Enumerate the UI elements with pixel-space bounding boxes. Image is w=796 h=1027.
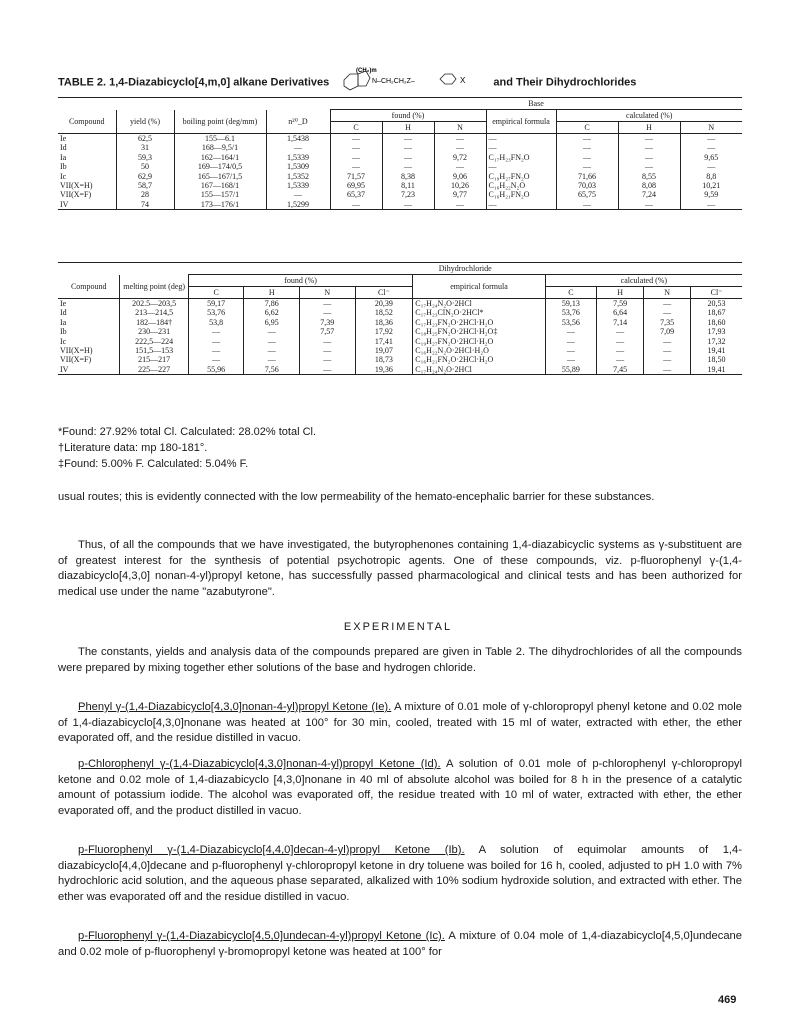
table-cell: 8,8 xyxy=(680,172,742,181)
table-cell: 8,55 xyxy=(618,172,680,181)
table-cell: C₁₆H₂₁FN₂O xyxy=(486,190,556,199)
table-cell: — xyxy=(556,153,618,162)
table-cell: 65,75 xyxy=(556,190,618,199)
table-cell: 17,32 xyxy=(691,337,742,346)
table-cell: 53,8 xyxy=(188,318,244,327)
table-cell: C₁₇H₂₃ClN₂O·2HCl* xyxy=(413,308,546,317)
section-heading: EXPERIMENTAL xyxy=(343,621,453,633)
table-cell: 62,9 xyxy=(116,172,174,181)
table-cell: 162—164/1 xyxy=(174,153,266,162)
table-row xyxy=(58,299,742,309)
table-row xyxy=(58,200,742,210)
table-cell: 7,59 xyxy=(597,299,644,309)
paragraph-2: Thus, of all the compounds that we have investigated, the butyrophenones containing 1,4-diazabicyclic systems as γ-substituent are of greatest interest for the synthesis of potential psychotropic agents. One of these compounds, viz. p-fluorophenyl γ-(1,4-diazabicyclo[4,3,0] nonan-4-yl)propyl ketone, has successfully passed pharmacological and clinical tests and has been authorized for medical use under the name "azabutyrone". xyxy=(58,539,742,598)
table-cell: — xyxy=(644,346,691,355)
table-cell: — xyxy=(330,162,382,171)
dihydrochloride-table xyxy=(58,262,742,375)
table-cell: 7,24 xyxy=(618,190,680,199)
col-calculated: calculated (%) xyxy=(556,110,742,122)
table-cell: 1,5438 xyxy=(266,134,330,144)
table-cell: 222,5—224 xyxy=(120,337,188,346)
table-cell: 169—174/0,5 xyxy=(174,162,266,171)
col-boiling-point: boiling point (deg/mm) xyxy=(174,110,266,134)
table-cell: 215—217 xyxy=(120,355,188,364)
table-cell: 7,14 xyxy=(597,318,644,327)
table-row xyxy=(58,337,742,346)
table-cell: — xyxy=(680,134,742,144)
table-cell: — xyxy=(188,327,244,336)
paragraph-3: The constants, yields and analysis data of the compounds prepared are given in Table 2. The dihydrochlorides of all the compounds were prepared by mixing together ether solutions of the base and hydrogen chloride. xyxy=(58,646,742,674)
table-cell: Ib xyxy=(60,162,67,172)
table-cell: VII(X=H) xyxy=(60,181,93,191)
table-cell: Ie xyxy=(60,134,67,143)
caption-prefix: TABLE 2. 1,4-Diazabicyclo[4,m,0] alkane Derivatives xyxy=(58,76,330,89)
table-cell: — xyxy=(266,143,330,152)
table-cell: — xyxy=(597,346,644,355)
table-cell: — xyxy=(556,162,618,171)
col-compound: Compound xyxy=(68,116,105,126)
table-cell: C₁₇H₂₄N₂O·2HCl xyxy=(413,365,546,375)
table-cell: Ib xyxy=(60,327,67,337)
table-cell: 173—176/1 xyxy=(174,200,266,210)
table-cell: — xyxy=(330,153,382,162)
table-cell: — xyxy=(680,200,742,210)
table-cell: 19,41 xyxy=(691,346,742,355)
table-cell: 151,5—153 xyxy=(120,346,188,355)
procedure-ib: A solution of equimolar amounts of 1,4-diazabicyclo[4,4,0]decane and p-fluorophenyl γ-chloropropyl ketone in dry toluene was boiled for 16 h, cooled, adjusted to pH 1.0 with 7% hydrochloric acid solution, and the aqueous phase separated, alkalized with 10% sodium hydroxide solution, and extracted with ether. The ether was evaporated off and the residue distilled in vacuo. xyxy=(58,844,742,903)
table-cell: — xyxy=(597,327,644,336)
table-cell: — xyxy=(300,365,356,375)
table-cell: — xyxy=(486,134,556,144)
table-cell: 9,77 xyxy=(434,190,486,199)
col-yield: yield (%) xyxy=(116,110,174,134)
table-cell: — xyxy=(597,337,644,346)
table-cell: — xyxy=(618,153,680,162)
table-cell: C₁₇H₂₄N₂O·2HCl xyxy=(413,299,546,309)
paragraph-ic xyxy=(58,929,742,960)
table-cell: 17,92 xyxy=(355,327,413,336)
table-cell: — xyxy=(188,346,244,355)
table-cell: 230—231 xyxy=(120,327,188,336)
table-cell: 9,72 xyxy=(434,153,486,162)
table-cell: — xyxy=(382,153,434,162)
sub-header: Cl⁻ xyxy=(691,287,742,299)
table-cell: Ie xyxy=(60,299,67,308)
table-cell: 167—168/1 xyxy=(174,181,266,190)
table-cell: — xyxy=(618,134,680,144)
table-cell: 9,06 xyxy=(434,172,486,181)
paragraph-ib xyxy=(58,843,742,905)
table-cell: 7,09 xyxy=(644,327,691,336)
table-cell: C₁₈H₂₅FN₂O·2HCl·H₂O‡ xyxy=(413,327,546,336)
table-cell: — xyxy=(486,200,556,210)
table-cell: — xyxy=(486,143,556,152)
table-cell: 50 xyxy=(116,162,174,171)
table-cell: 8,11 xyxy=(382,181,434,190)
table-cell: 7,39 xyxy=(300,318,356,327)
col-refractive-index: n²⁰_D xyxy=(266,110,330,134)
table-cell: — xyxy=(244,337,300,346)
table-cell: — xyxy=(545,346,596,355)
compound-title-ic: p-Fluorophenyl γ-(1,4-Diazabicyclo[4,5,0]undecan-4-yl)propyl Ketone (Ic). xyxy=(78,930,445,942)
table-cell: 6,64 xyxy=(597,308,644,317)
table-cell: VII(X=F) xyxy=(60,355,92,365)
table-cell: VII(X=H) xyxy=(60,346,93,356)
dihydrochloride-table-body xyxy=(58,299,742,375)
col-melting-point: melting point (deg) xyxy=(120,275,188,299)
table-cell: 70,03 xyxy=(556,181,618,190)
table-cell: — xyxy=(545,327,596,336)
table-cell: 165—167/1,5 xyxy=(174,172,266,181)
table-cell: — xyxy=(545,337,596,346)
col-compound: Compound xyxy=(70,281,107,291)
table-cell: 7,86 xyxy=(244,299,300,309)
table-cell: 19,07 xyxy=(355,346,413,355)
table-cell: 20,39 xyxy=(355,299,413,309)
sub-header: H xyxy=(597,287,644,299)
paragraph-id xyxy=(58,757,742,819)
caption-suffix: and Their Dihydrochlorides xyxy=(493,76,637,89)
table-cell: 8,38 xyxy=(382,172,434,181)
table-cell: — xyxy=(244,355,300,364)
table-cell: C₁₉H₂₇FN₂O xyxy=(486,172,556,181)
table-cell: 7,45 xyxy=(597,365,644,375)
table-cell: Id xyxy=(60,143,67,153)
table-cell: Ic xyxy=(60,336,67,346)
structure-chain: N–CH₂CH₂Z– xyxy=(372,78,416,85)
sub-header: N xyxy=(644,287,691,299)
table-cell: — xyxy=(680,162,742,171)
sub-header: Cl⁻ xyxy=(355,287,413,299)
table-cell: — xyxy=(300,346,356,355)
table-cell: — xyxy=(266,190,330,199)
table-cell: — xyxy=(300,308,356,317)
table-cell: 1,5339 xyxy=(266,153,330,162)
table-cell: 7,56 xyxy=(244,365,300,375)
table-cell: VII(X=F) xyxy=(60,190,92,200)
table-cell: — xyxy=(382,143,434,152)
table-cell: — xyxy=(486,162,556,171)
table-cell: — xyxy=(644,299,691,309)
table-row xyxy=(58,172,742,181)
table-cell: — xyxy=(556,134,618,144)
table-cell: 19,41 xyxy=(691,365,742,375)
table-caption xyxy=(58,66,636,99)
table-cell: — xyxy=(556,200,618,210)
table-cell: 58,7 xyxy=(116,181,174,190)
table-row xyxy=(58,190,742,199)
col-calculated: calculated (%) xyxy=(545,275,742,287)
table-cell: 18,50 xyxy=(691,355,742,364)
table-cell: IV xyxy=(60,199,69,209)
footnote-2: †Literature data: mp 180-181°. xyxy=(58,442,208,454)
diazabicycle-structure xyxy=(336,66,486,99)
table-cell: 59,17 xyxy=(188,299,244,309)
compound-title-id: p-Chlorophenyl γ-(1,4-Diazabicyclo[4,3,0]nonan-4-yl)propyl Ketone (Id). xyxy=(78,758,441,770)
table-cell: 168—9,5/1 xyxy=(174,143,266,152)
table-cell: — xyxy=(382,134,434,144)
table-cell: 8,08 xyxy=(618,181,680,190)
table-cell: — xyxy=(330,143,382,152)
base-table xyxy=(58,97,742,210)
col-found: found (%) xyxy=(330,110,486,122)
table-cell: — xyxy=(644,365,691,375)
table-cell: — xyxy=(382,162,434,171)
table-cell: Ic xyxy=(60,171,67,181)
col-empirical: empirical formula xyxy=(413,275,546,299)
table-cell: — xyxy=(434,200,486,210)
table-cell: 18,52 xyxy=(355,308,413,317)
base-table-body xyxy=(58,134,742,210)
table-cell: — xyxy=(644,355,691,364)
table-cell: — xyxy=(382,200,434,210)
table-cell: 10,21 xyxy=(680,181,742,190)
col-empirical: empirical formula xyxy=(486,110,556,134)
sub-header: C xyxy=(556,122,618,134)
table-cell: 6,95 xyxy=(244,318,300,327)
table-cell: 225—227 xyxy=(120,365,188,375)
sub-header: H xyxy=(244,287,300,299)
table-cell: 1,5299 xyxy=(266,200,330,210)
compound-title-ie: Phenyl γ-(1,4-Diazabicyclo[4,3,0]nonan-4-yl)propyl Ketone (Ie). xyxy=(78,701,392,713)
table-row xyxy=(58,355,742,364)
page-number: 469 xyxy=(718,994,737,1006)
table-row xyxy=(58,134,742,144)
table-cell: 71,57 xyxy=(330,172,382,181)
table-cell: — xyxy=(556,143,618,152)
table-cell: — xyxy=(434,134,486,144)
table-cell: — xyxy=(300,299,356,309)
table-cell: C₁₆H₂₂N₂O·2HCl·H₂O xyxy=(413,346,546,355)
table-cell: Ia xyxy=(60,152,67,162)
procedure-id: A solution of 0.01 mole of p-chlorophenyl γ-chloropropyl ketone and 0.02 mole of 1,4-diazabicyclo [4,3,0]nonane in 40 ml of absolute alcohol was boiled for 8 h in the presence of a catalytic amount of potassium iodide. The alcohol was evaporated off, the residue treated with 10 ml of water, extracted with ether, the ether evaporated off, and the product distilled in vacuo. xyxy=(58,758,743,817)
table-cell: — xyxy=(545,355,596,364)
table-cell: 65,37 xyxy=(330,190,382,199)
table-cell: 59,3 xyxy=(116,153,174,162)
table-cell: — xyxy=(188,355,244,364)
table-cell: C₁₆H₂₂N₂O xyxy=(486,181,556,190)
table-cell: 213—214,5 xyxy=(120,308,188,317)
structure-diagram xyxy=(336,66,486,96)
dihydrochloride-group-header: Dihydrochloride xyxy=(188,263,742,275)
table-cell: 18,73 xyxy=(355,355,413,364)
table-cell: 31 xyxy=(116,143,174,152)
paragraph-ie xyxy=(58,700,742,747)
table-row xyxy=(58,143,742,152)
table-cell: 155—6.1 xyxy=(174,134,266,144)
table-cell: — xyxy=(618,143,680,152)
table-cell: C₁₆H₂₁FN₂O·2HCl·H₂O xyxy=(413,355,546,364)
table-cell: — xyxy=(597,355,644,364)
table-row xyxy=(58,365,742,375)
table-cell: — xyxy=(434,143,486,152)
sub-header: C xyxy=(330,122,382,134)
base-group-header: Base xyxy=(330,98,742,110)
table-row xyxy=(58,327,742,336)
table-cell: 182—184† xyxy=(120,318,188,327)
sub-header: H xyxy=(618,122,680,134)
col-found: found (%) xyxy=(188,275,412,287)
sub-header: N xyxy=(434,122,486,134)
table-row xyxy=(58,181,742,190)
table-cell: 69,95 xyxy=(330,181,382,190)
table-cell: 18,60 xyxy=(691,318,742,327)
paragraph-1: usual routes; this is evidently connected with the low permeability of the hemato-encephalic barrier for these substances. xyxy=(58,491,655,503)
table-cell: 19,36 xyxy=(355,365,413,375)
footnote-3: ‡Found: 5.00% F. Calculated: 5.04% F. xyxy=(58,458,249,470)
table-cell: 17,41 xyxy=(355,337,413,346)
structure-subscript: (CH₂)m xyxy=(356,68,377,74)
table-cell: — xyxy=(300,355,356,364)
table-cell: — xyxy=(680,143,742,152)
table-cell: 55,96 xyxy=(188,365,244,375)
table-cell: — xyxy=(618,200,680,210)
table-cell: 1,5339 xyxy=(266,181,330,190)
table-cell: 9,65 xyxy=(680,153,742,162)
table-cell: 9,59 xyxy=(680,190,742,199)
table-cell: 18,67 xyxy=(691,308,742,317)
table-cell: IV xyxy=(60,364,69,374)
table-row xyxy=(58,308,742,317)
table-cell: 53,76 xyxy=(188,308,244,317)
table-cell: 7,57 xyxy=(300,327,356,336)
table-cell: — xyxy=(300,337,356,346)
table-cell: C₁₇H₂₃FN₂O·2HCl·H₂O xyxy=(413,318,546,327)
table-cell: — xyxy=(644,308,691,317)
table-row xyxy=(58,318,742,327)
procedure-ic: A mixture of 0.04 mole of 1,4-diazabicyclo[4,5,0]undecane and 0.02 mole of p-fluorophenyl γ-bromopropyl ketone was heated at 100° for xyxy=(58,930,742,958)
table-cell: 7,35 xyxy=(644,318,691,327)
table-cell: — xyxy=(618,162,680,171)
table-cell: 74 xyxy=(116,200,174,210)
table-cell: 20,53 xyxy=(691,299,742,309)
table-cell: 7,23 xyxy=(382,190,434,199)
sub-header: C xyxy=(188,287,244,299)
table-cell: 17,93 xyxy=(691,327,742,336)
table-cell: 1,5309 xyxy=(266,162,330,171)
table-cell: Id xyxy=(60,308,67,318)
table-cell: C₁₇H₂₃FN₂O xyxy=(486,153,556,162)
table-cell: — xyxy=(434,162,486,171)
table-cell: 18,36 xyxy=(355,318,413,327)
table-cell: 71,66 xyxy=(556,172,618,181)
table-row xyxy=(58,346,742,355)
table-cell: — xyxy=(188,337,244,346)
table-cell: — xyxy=(644,337,691,346)
table-cell: 59,13 xyxy=(545,299,596,309)
table-cell: — xyxy=(244,327,300,336)
table-row xyxy=(58,162,742,171)
footnote-1: *Found: 27.92% total Cl. Calculated: 28.02% total Cl. xyxy=(58,426,317,438)
table-cell: C₁₉H₂₇FN₂O·2HCl·H₂O xyxy=(413,337,546,346)
table-cell: 28 xyxy=(116,190,174,199)
table-cell: Ia xyxy=(60,317,67,327)
table-cell: 53,56 xyxy=(545,318,596,327)
compound-title-ib: p-Fluorophenyl γ-(1,4-Diazabicyclo[4,4,0]decan-4-yl)propyl Ketone (Ib). xyxy=(78,844,465,856)
table-cell: 202.5—203,5 xyxy=(120,299,188,309)
sub-header: N xyxy=(300,287,356,299)
procedure-ie: A mixture of 0.01 mole of γ-chloropropyl phenyl ketone and 0.02 mole of 1,4-diazabicyclo[4,3,0]nonane was heated at 100° for 30 min, cooled, treated with 15 ml of water, extracted with ether, the ether evaporated off, and the residue distilled in vacuo. xyxy=(58,701,742,745)
sub-header: N xyxy=(680,122,742,134)
table-cell: 6,62 xyxy=(244,308,300,317)
table-cell: 53,76 xyxy=(545,308,596,317)
table-row xyxy=(58,153,742,162)
table-cell: 62,5 xyxy=(116,134,174,144)
sub-header: H xyxy=(382,122,434,134)
table-cell: 55,89 xyxy=(545,365,596,375)
table-cell: — xyxy=(244,346,300,355)
structure-x: X xyxy=(460,76,466,85)
table-cell: — xyxy=(330,134,382,144)
table-cell: 155—157/1 xyxy=(174,190,266,199)
sub-header: C xyxy=(545,287,596,299)
table-cell: — xyxy=(330,200,382,210)
table-cell: 10,26 xyxy=(434,181,486,190)
table-cell: 1,5352 xyxy=(266,172,330,181)
